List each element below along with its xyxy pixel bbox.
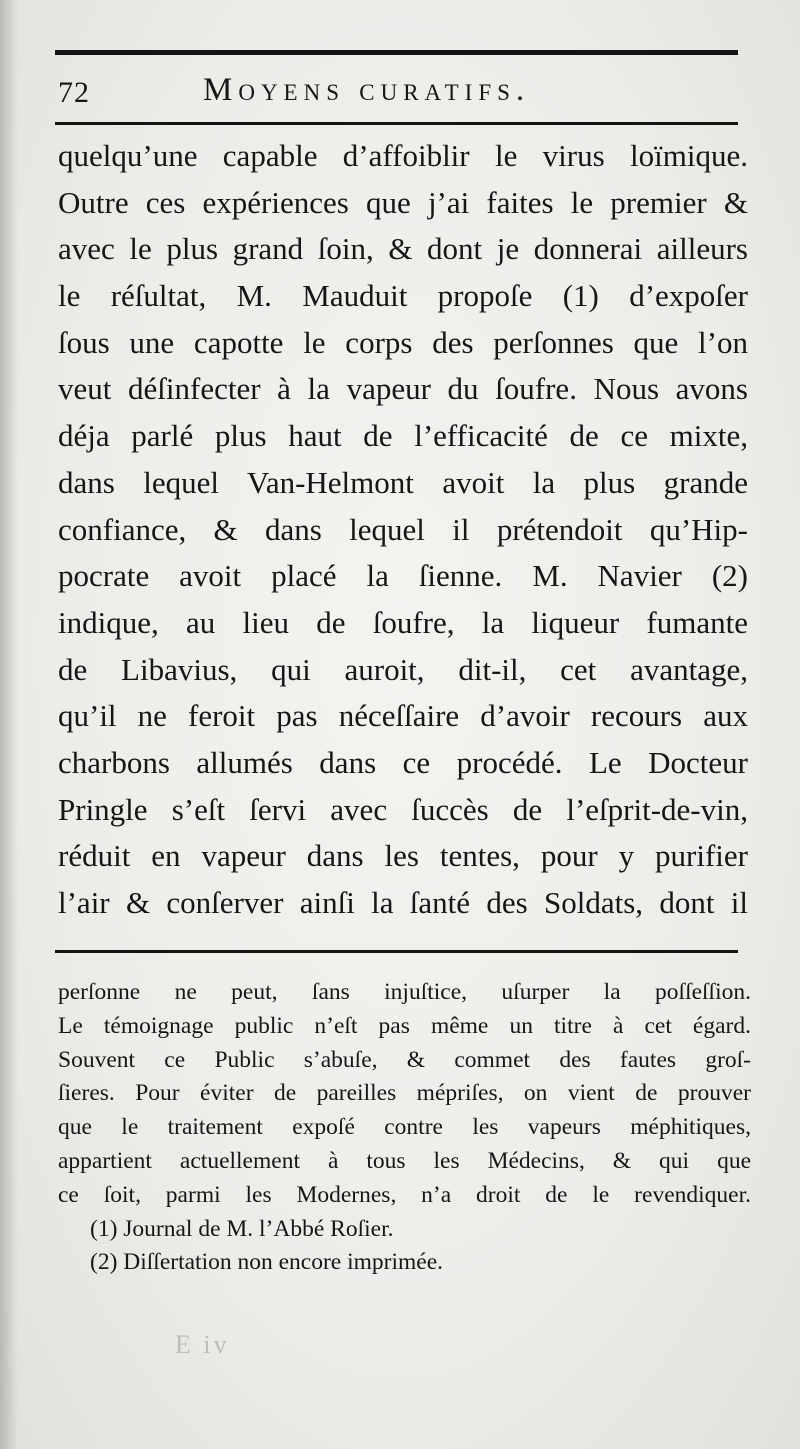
note-2: (2) Diſſertation non encore imprimée. [90, 1249, 444, 1276]
page-number: 72 [58, 76, 90, 109]
text-line: indique, au lieu de ſoufre, la liqueur fumante [58, 604, 748, 640]
text-line: confiance, & dans lequel il prétendoit qu’Hip- [58, 511, 748, 547]
footnote-rule [55, 950, 738, 953]
text-line: le réſultat, M. Mauduit propoſe (1) d’expoſer [58, 278, 748, 314]
text-line: l’air & conſerver ainſi la ſanté des Soldats, dont il [58, 885, 748, 920]
text-line: quelqu’une capable d’affoiblir le virus loïmique. [58, 138, 748, 173]
text-line: déja parlé plus haut de l’efficacité de ce mixte, [58, 418, 748, 454]
text-line: Pringle s’eſt ſervi avec ſuccès de l’eſprit-de-vin, [58, 791, 748, 827]
footnote-line: ce ſoit, parmi les Modernes, n’a droit de le revendiquer. [58, 1181, 751, 1208]
footnote-line: ſieres. Pour éviter de pareilles mépriſes, on vient de prouver [58, 1080, 751, 1107]
running-title: Moyens curatifs. [203, 72, 531, 108]
top-rule [55, 50, 738, 55]
text-line: réduit en vapeur dans les tentes, pour y purifier [58, 838, 748, 874]
text-line: avec le plus grand ſoin, & dont je donnerai ailleurs [58, 231, 748, 267]
text-line: dans lequel Van-Helmont avoit la plus grande [58, 464, 748, 500]
page-edge-shadow [0, 0, 18, 1449]
text-line: de Libavius, qui auroit, dit-il, cet avantage, [58, 651, 748, 687]
text-line: ſous une capotte le corps des perſonnes que l’on [58, 324, 748, 360]
footnote-line: perſonne ne peut, ſans injuſtice, uſurper la poſſeſſion. [58, 979, 751, 1005]
main-text [58, 133, 748, 927]
text-line: Outre ces expériences que j’ai faites le premier & [58, 184, 748, 220]
footnote-line: Le témoignage public n’eſt pas même un titre à cet égard. [58, 1012, 751, 1039]
footnotes [58, 976, 751, 1280]
header-rule [55, 122, 738, 125]
text-line: charbons allumés dans ce procédé. Le Docteur [58, 744, 748, 780]
note-1: (1) Journal de M. l’Abbé Roſier. [90, 1215, 394, 1242]
footnote-line: appartient actuellement à tous les Médecins, & qui que [58, 1147, 751, 1174]
footnote-line: Souvent ce Public s’abuſe, & commet des fautes groſ- [58, 1046, 751, 1073]
running-head [58, 72, 738, 112]
signature-mark: E iv [175, 1330, 230, 1359]
footnote-line: que le traitement expoſé contre les vapeurs méphitiques, [58, 1114, 751, 1141]
text-line: pocrate avoit placé la ſienne. M. Navier (2) [58, 558, 748, 594]
text-line: veut déſinfecter à la vapeur du ſoufre. Nous avons [58, 371, 748, 407]
text-line: qu’il ne feroit pas néceſſaire d’avoir recours aux [58, 698, 748, 734]
